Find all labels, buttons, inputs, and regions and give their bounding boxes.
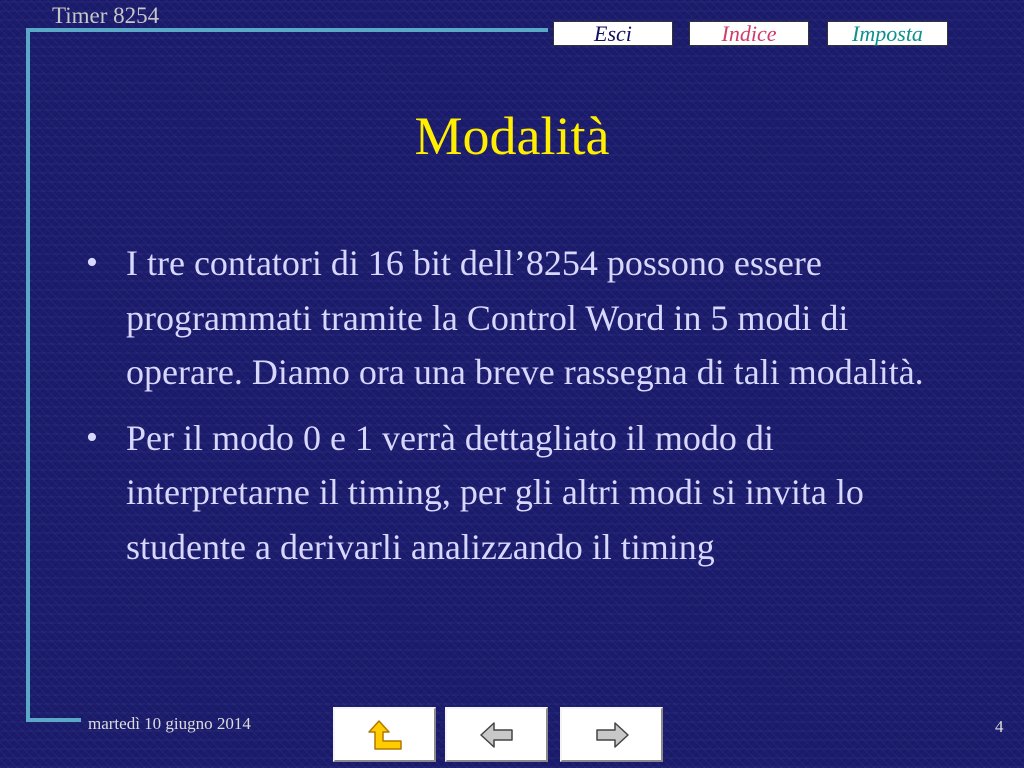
bullet-text: I tre contatori di 16 bit dell’8254 possono essere programmati tramite la Control Word in 5 modi di operare. Diamo ora una breve rassegna di tali modalità. [126,243,924,392]
next-button[interactable] [560,707,663,762]
home-button[interactable] [333,707,436,762]
previous-button[interactable] [445,707,548,762]
slide-title: Modalità [414,106,610,166]
right-arrow-icon [594,721,630,749]
bullet-list [86,236,946,585]
indice-button[interactable]: Indice [689,21,809,46]
footer-date: martedì 10 giugno 2014 [88,714,251,733]
imposta-button[interactable]: Imposta [827,21,948,46]
bullet-dot-icon: • [86,418,98,456]
frame-bottom-line [26,718,81,722]
bullet-item [86,411,946,575]
up-arrow-icon [367,719,403,751]
header-title: Timer 8254 [52,3,160,28]
bullet-dot-icon: • [86,244,98,281]
bullet-text: Per il modo 0 e 1 verrà dettagliato il modo di interpretarne il timing, per gli altri modi si invita lo studente a derivarli analizzando il timing [126,417,864,567]
bullet-item [86,236,946,400]
esci-button[interactable]: Esci [553,21,673,46]
page-number: 4 [995,717,1004,736]
left-arrow-icon [479,721,515,749]
